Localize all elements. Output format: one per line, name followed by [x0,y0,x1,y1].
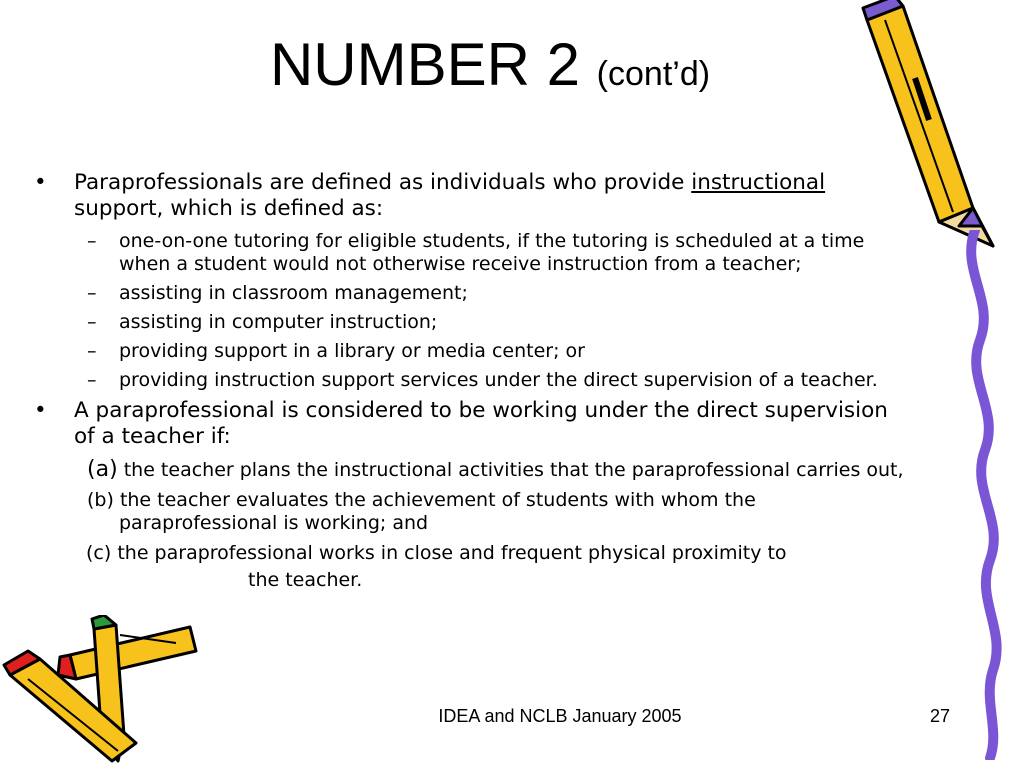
sub-item-text: providing instruction support services under the direct supervision of a teacher. [119,369,878,391]
condition-b [34,489,914,535]
bullet-paraprofessional-definition [34,170,914,222]
condition-text: the teacher plans the instructional activities that the paraprofessional carries out, [123,459,904,481]
pencil-icon-top-right [855,0,1005,250]
condition-marker: (a) [87,457,118,482]
sub-item-classroom-management [34,282,914,305]
dash-marker: – [87,311,97,333]
dash-marker: – [87,282,97,304]
bullet-text-post: support, which is defined as: [74,196,384,221]
page-number: 27 [930,706,951,726]
condition-c-continuation: the teacher. [248,569,363,591]
condition-text: the paraprofessional works in close and frequent physical proximity to [117,542,787,564]
dash-marker: – [87,230,97,252]
sub-item-text: assisting in computer instruction; [119,311,438,333]
condition-text: the teacher evaluates the achievement of students with whom the paraprofessional is working; and [119,489,756,534]
slide-title [0,30,980,99]
sub-item-instruction-support [34,369,914,392]
sub-item-text: providing support in a library or media center; or [119,340,585,362]
title-main: NUMBER 2 [269,31,580,98]
condition-marker: (c) [86,542,112,564]
bullet-text-pre: Paraprofessionals are defined as individuals who provide [74,170,692,195]
bullet-direct-supervision [34,398,914,450]
underlined-word: instructional [691,170,826,195]
sub-item-text: one-on-one tutoring for eligible students, if the tutoring is scheduled at a time when a student would not otherwise receive instruction from a teacher; [119,230,865,275]
footer-text: IDEA and NCLB January 2005 [438,706,682,726]
dash-marker: – [87,340,97,362]
title-suffix: (cont’d) [596,55,711,93]
dash-marker: – [87,369,97,391]
squiggle-icon [955,230,1015,760]
sub-item-text: assisting in classroom management; [119,282,468,304]
bullet-text: A paraprofessional is considered to be working under the direct supervision of a teacher if: [74,398,888,449]
sub-item-tutoring [34,230,914,276]
bullet-marker: • [34,170,47,195]
pencils-icon-bottom-left [0,615,210,765]
sub-item-computer-instruction [34,311,914,334]
condition-marker: (b) [87,489,114,511]
slide-body [34,170,914,592]
bullet-marker: • [34,398,47,423]
sub-item-library-support [34,340,914,363]
condition-c [34,542,914,565]
condition-a [34,458,914,482]
